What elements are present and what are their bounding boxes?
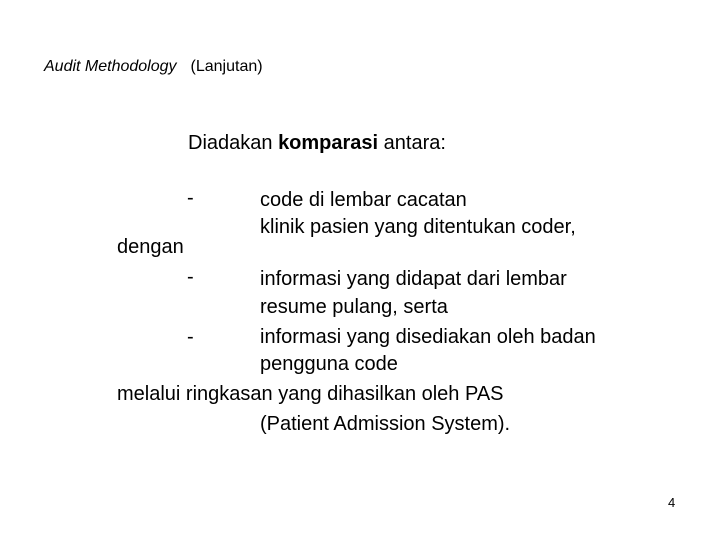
header-title: Audit Methodology (44, 58, 177, 75)
body-line-9: (Patient Admission System). (260, 413, 511, 435)
header-subtitle: (Lanjutan) (190, 58, 263, 75)
body-line-5: resume pulang, serta (260, 296, 448, 318)
body-line-7: pengguna code (260, 353, 398, 375)
intro-bold-term: komparasi (278, 132, 379, 154)
body-line-8: melalui ringkasan yang dihasilkan oleh PAS (117, 383, 504, 405)
slide-header (44, 58, 263, 76)
bullet-dash-2: - (187, 266, 194, 288)
page-number: 4 (668, 495, 676, 510)
body-line-4: informasi yang didapat dari lembar (260, 268, 567, 290)
intro-line (188, 131, 446, 155)
body-line-2: klinik pasien yang ditentukan coder, (260, 216, 576, 238)
body-line-6: informasi yang disediakan oleh badan (260, 326, 596, 348)
intro-suffix: antara: (378, 132, 446, 154)
intro-prefix: Diadakan (188, 132, 279, 154)
body-line-1: code di lembar cacatan (260, 189, 467, 211)
body-line-3: dengan (117, 236, 184, 258)
bullet-dash-3: - (187, 326, 194, 348)
bullet-dash-1: - (187, 187, 194, 209)
